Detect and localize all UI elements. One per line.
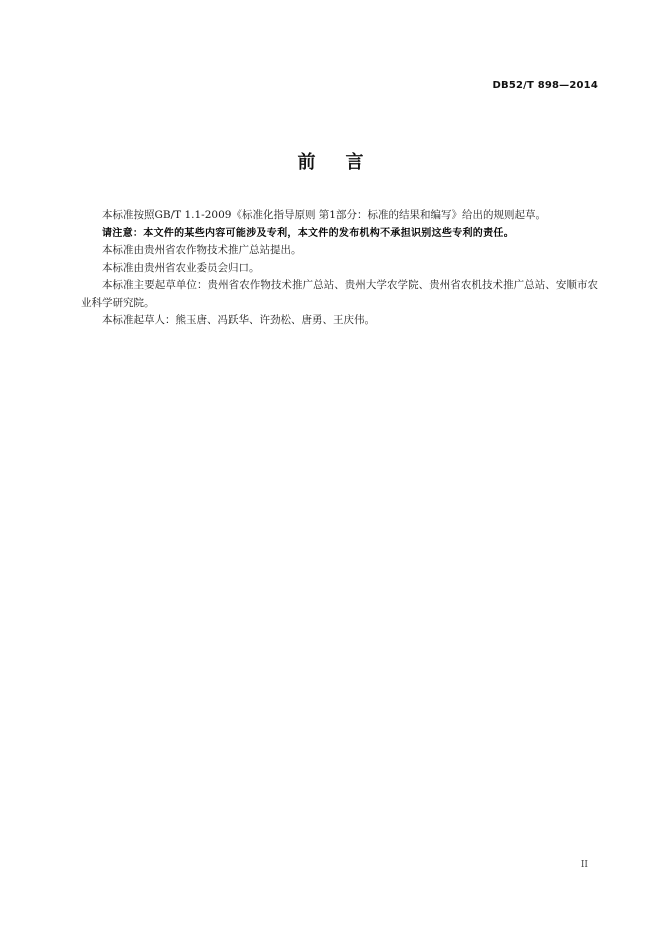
paragraph-drafting-rules: 本标准按照GB/T 1.1-2009《标准化指导原则 第1部分：标准的结果和编写》给出的规则起草。 bbox=[102, 209, 546, 221]
paragraph-drafters: 本标准起草人：熊玉唐、冯跃华、许劲松、唐勇、王庆伟。 bbox=[102, 314, 375, 326]
page-number: II bbox=[580, 860, 588, 870]
paragraph-drafting-units: 本标准主要起草单位：贵州省农作物技术推广总站、贵州大学农学院、贵州省农机技术推广总站、安顺市农业科学研究院。 bbox=[81, 279, 598, 309]
standard-code: DB52/T 898—2014 bbox=[492, 80, 598, 91]
paragraph-patent-notice: 请注意：本文件的某些内容可能涉及专利，本文件的发布机构不承担识别这些专利的责任。 bbox=[102, 227, 514, 239]
foreword-body bbox=[81, 207, 598, 330]
page-title: 前 言 bbox=[297, 152, 365, 173]
paragraph-proposer: 本标准由贵州省农作物技术推广总站提出。 bbox=[102, 244, 302, 256]
paragraph-administrator: 本标准由贵州省农业委员会归口。 bbox=[102, 261, 260, 274]
